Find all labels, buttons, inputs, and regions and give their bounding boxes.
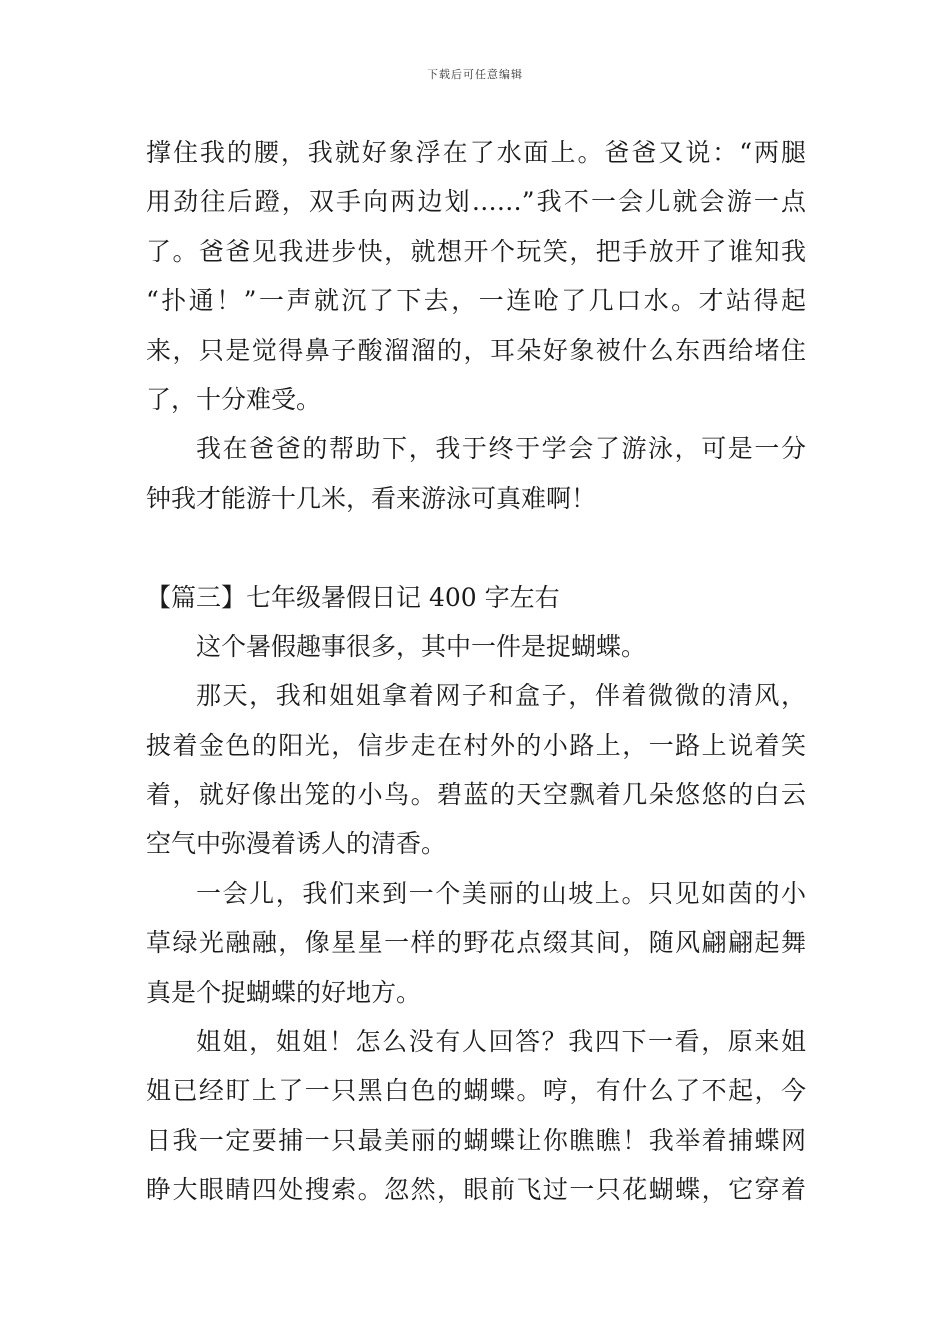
text-line: 草绿光融融，像星星一样的野花点缀其间，随风翩翩起舞 xyxy=(146,928,806,958)
text-line: 披着金色的阳光，信步走在村外的小路上，一路上说着笑 xyxy=(146,730,806,760)
text-line: “扑通！”一声就沉了下去，一连呛了几口水。才站得起 xyxy=(146,286,806,316)
text-line: 空气中弥漫着诱人的清香。 xyxy=(146,829,447,859)
text-line: 了，十分难受。 xyxy=(146,384,322,414)
paragraph-start-line: 我在爸爸的帮助下，我于终于学会了游泳，可是一分 xyxy=(196,434,806,464)
paragraph-start-line: 这个暑假趣事很多，其中一件是捉蝴蝶。 xyxy=(196,631,647,661)
section-heading: 【篇三】七年级暑假日记 400 字左右 xyxy=(146,582,560,612)
text-line: 姐已经盯上了一只黑白色的蝴蝶。哼，有什么了不起，今 xyxy=(146,1076,806,1106)
body-text xyxy=(146,128,806,1215)
text-line: 钟我才能游十几米，看来游泳可真难啊！ xyxy=(146,483,597,513)
text-line: 日我一定要捕一只最美丽的蝴蝶让你瞧瞧！我举着捕蝶网 xyxy=(146,1125,806,1155)
paragraph-gap xyxy=(146,523,806,572)
text-line: 睁大眼睛四处搜索。忽然，眼前飞过一只花蝴蝶，它穿着 xyxy=(146,1175,806,1205)
text-line: 了。爸爸见我进步快，就想开个玩笑，把手放开了谁知我 xyxy=(146,236,806,266)
paragraph-start-line: 一会儿，我们来到一个美丽的山坡上。只见如茵的小 xyxy=(196,878,806,908)
text-line: 撑住我的腰，我就好象浮在了水面上。爸爸又说：“两腿 xyxy=(146,138,806,167)
header-note: 下载后可任意编辑 xyxy=(427,68,523,81)
paragraph-start-line: 姐姐，姐姐！怎么没有人回答？我四下一看，原来姐 xyxy=(196,1027,806,1057)
paragraph-start-line: 那天，我和姐姐拿着网子和盒子，伴着微微的清风， xyxy=(196,681,806,711)
text-line: 着，就好像出笼的小鸟。碧蓝的天空飘着几朵悠悠的白云 xyxy=(146,780,806,810)
text-line: 来，只是觉得鼻子酸溜溜的，耳朵好象被什么东西给堵住 xyxy=(146,335,806,365)
text-line: 用劲往后蹬，双手向两边划……”我不一会儿就会游一点 xyxy=(146,187,806,217)
text-line: 真是个捉蝴蝶的好地方。 xyxy=(146,977,422,1007)
